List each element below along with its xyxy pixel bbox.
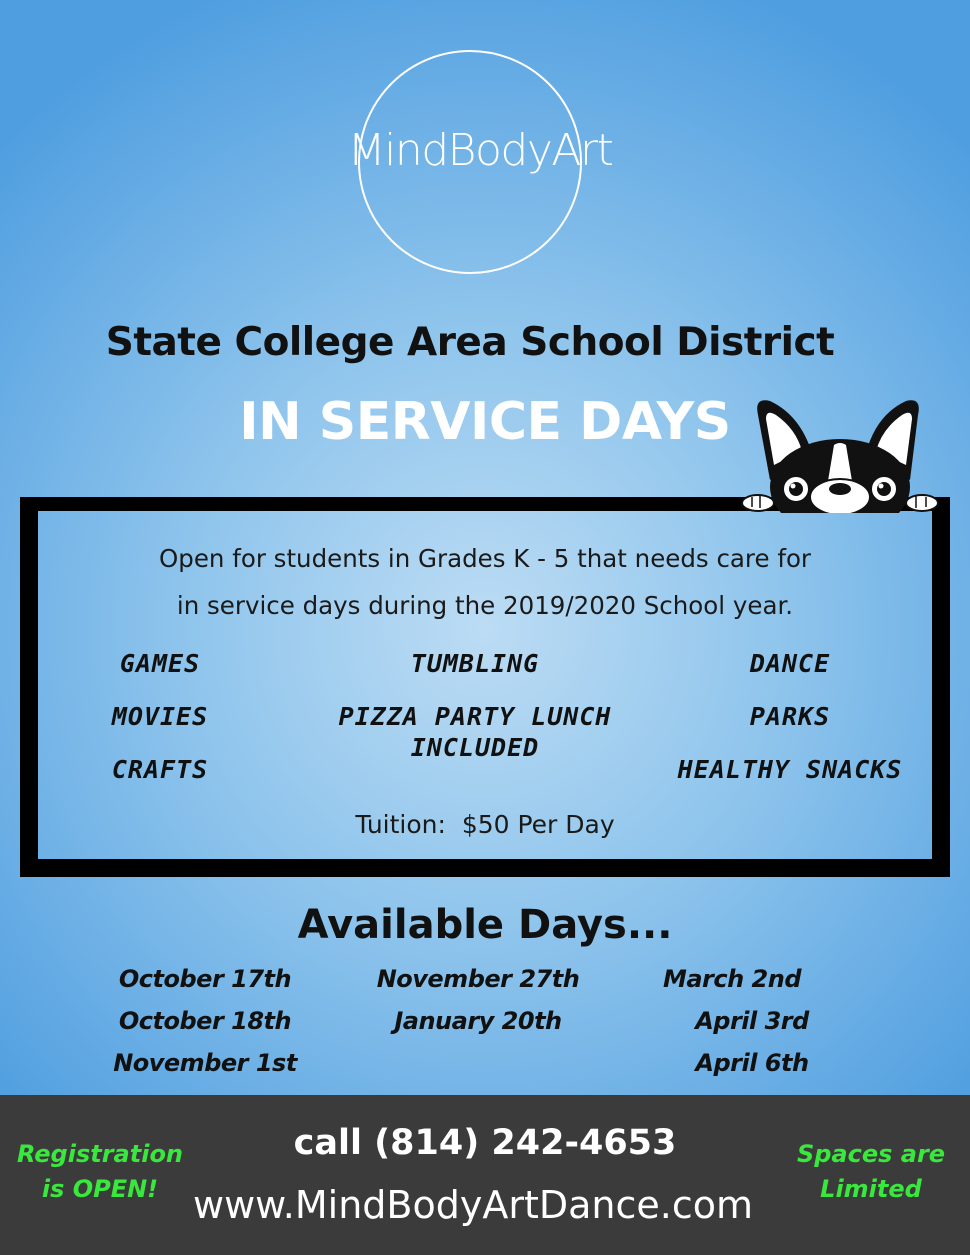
date-item: March 2nd: [662, 965, 802, 993]
activity-games: GAMES: [119, 649, 201, 678]
logo-text: MindBodyArt: [347, 125, 613, 176]
available-days-heading: Available Days...: [297, 902, 673, 948]
date-item: April 3rd: [695, 1007, 809, 1035]
tuition-text: Tuition: $50 Per Day: [355, 810, 615, 839]
phone-number[interactable]: call (814) 242-4653: [293, 1123, 677, 1163]
date-item: November 27th: [376, 965, 580, 993]
activity-pizza-lunch: PIZZA PARTY LUNCH: [338, 702, 612, 731]
activity-pizza-included: INCLUDED: [410, 733, 540, 762]
date-item: November 1st: [113, 1049, 297, 1077]
spaces-line-1: Spaces are: [796, 1140, 946, 1168]
spaces-line-2: Limited: [820, 1175, 922, 1203]
intro-line-1: Open for students in Grades K - 5 that needs care for: [158, 544, 812, 573]
website-link[interactable]: www.MindBodyArtDance.com: [193, 1183, 753, 1227]
date-item: October 17th: [118, 965, 292, 993]
date-item: April 6th: [695, 1049, 809, 1077]
activity-dance: DANCE: [749, 649, 831, 678]
activity-movies: MOVIES: [111, 702, 209, 731]
spaces-note: [786, 1137, 956, 1207]
intro-line-2: in service days during the 2019/2020 School year.: [176, 591, 794, 620]
activity-healthy-snacks: HEALTHY SNACKS: [677, 755, 903, 784]
activity-crafts: CRAFTS: [111, 755, 209, 784]
activity-tumbling: TUMBLING: [410, 649, 540, 678]
district-heading: State College Area School District: [105, 320, 835, 365]
date-item: October 18th: [118, 1007, 292, 1035]
dog-illustration: [740, 385, 940, 513]
page-title: IN SERVICE DAYS: [239, 392, 731, 452]
intro-text: [0, 535, 970, 629]
registration-line-2: is OPEN!: [41, 1175, 159, 1203]
date-item: January 20th: [394, 1007, 562, 1035]
activity-parks: PARKS: [749, 702, 831, 731]
registration-line-1: Registration: [16, 1140, 184, 1168]
registration-note: [8, 1137, 192, 1207]
